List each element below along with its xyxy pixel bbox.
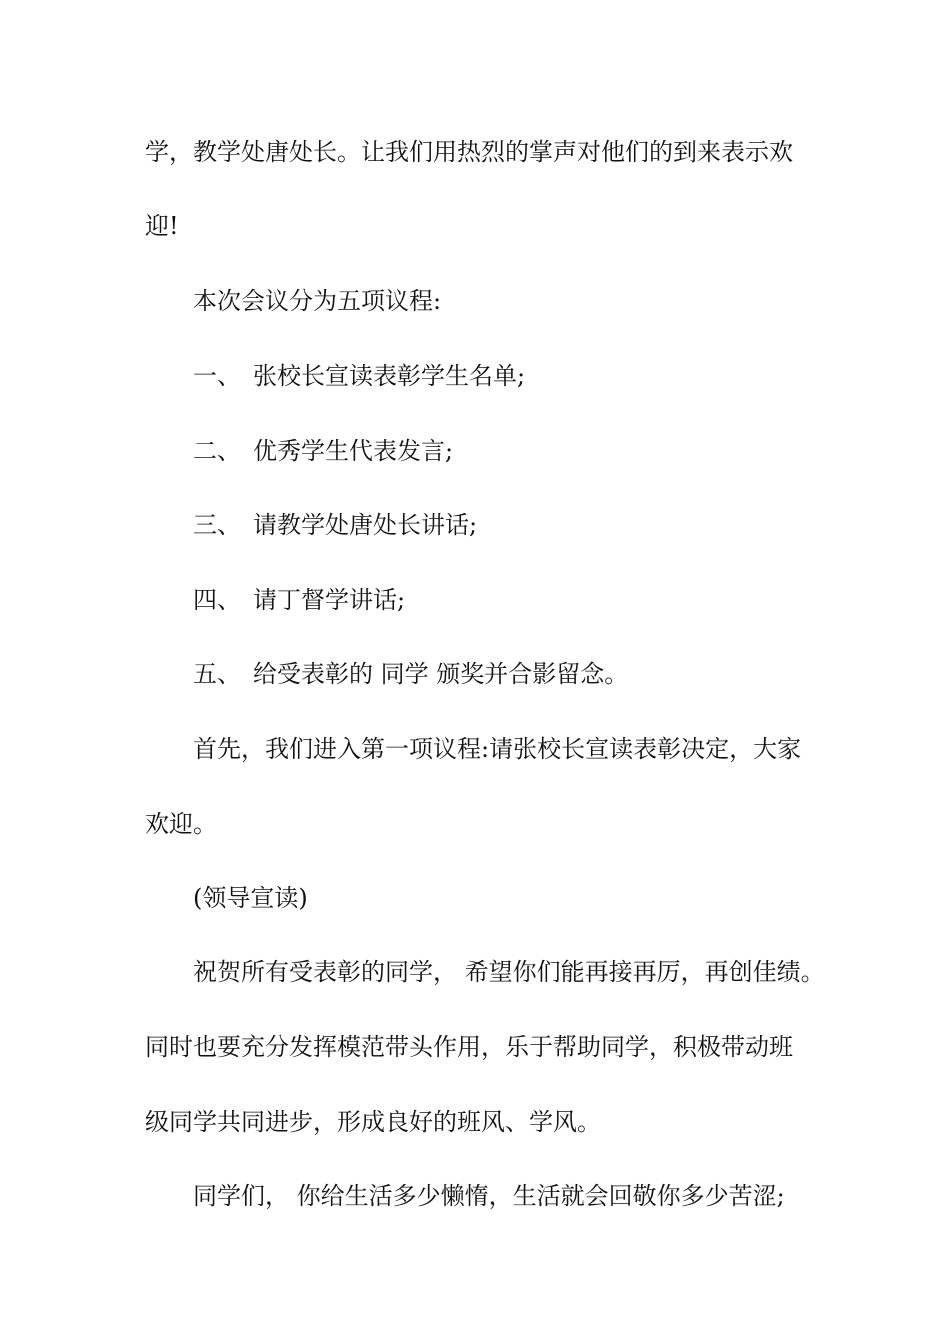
agenda-item-text: 请教学处唐处长讲话; bbox=[253, 511, 478, 539]
agenda-item bbox=[193, 659, 628, 689]
paragraph-line: 级同学共同进步，形成良好的班风、学风。 bbox=[145, 1108, 601, 1136]
agenda-item bbox=[193, 436, 453, 466]
agenda-item-text: 张校长宣读表彰学生名单; bbox=[253, 362, 526, 390]
paragraph-line: 学，教学处唐处长。让我们用热烈的掌声对他们的到来表示欢 bbox=[145, 138, 793, 166]
agenda-item bbox=[193, 510, 477, 540]
paragraph-line: 迎! bbox=[145, 212, 179, 240]
agenda-item-number: 一、 bbox=[193, 362, 241, 390]
agenda-intro: 本次会议分为五项议程: bbox=[193, 287, 442, 315]
agenda-item-number: 四、 bbox=[193, 586, 241, 614]
paragraph-line: 同学们， 你给生活多少懒惰，生活就会回敬你多少苦涩; bbox=[193, 1182, 785, 1210]
paragraph-line: 祝贺所有受表彰的同学， 希望你们能再接再厉，再创佳绩。 bbox=[193, 958, 825, 986]
agenda-item-number: 三、 bbox=[193, 511, 241, 539]
agenda-item-number: 五、 bbox=[193, 660, 241, 688]
agenda-item-text: 优秀学生代表发言; bbox=[253, 437, 454, 465]
agenda-item-text: 给受表彰的 同学 颁奖并合影留念。 bbox=[253, 660, 629, 688]
agenda-item-text: 请丁督学讲话; bbox=[253, 586, 406, 614]
agenda-item-number: 二、 bbox=[193, 437, 241, 465]
paragraph-line: 首先，我们进入第一项议程:请张校长宣读表彰决定，大家 bbox=[193, 735, 802, 763]
paragraph-line: 欢迎。 bbox=[145, 810, 217, 838]
paragraph-line: 同时也要充分发挥模范带头作用，乐于帮助同学，积极带动班 bbox=[145, 1033, 793, 1061]
paragraph-line: (领导宣读) bbox=[193, 884, 308, 912]
agenda-item bbox=[193, 361, 525, 391]
agenda-item bbox=[193, 585, 405, 615]
